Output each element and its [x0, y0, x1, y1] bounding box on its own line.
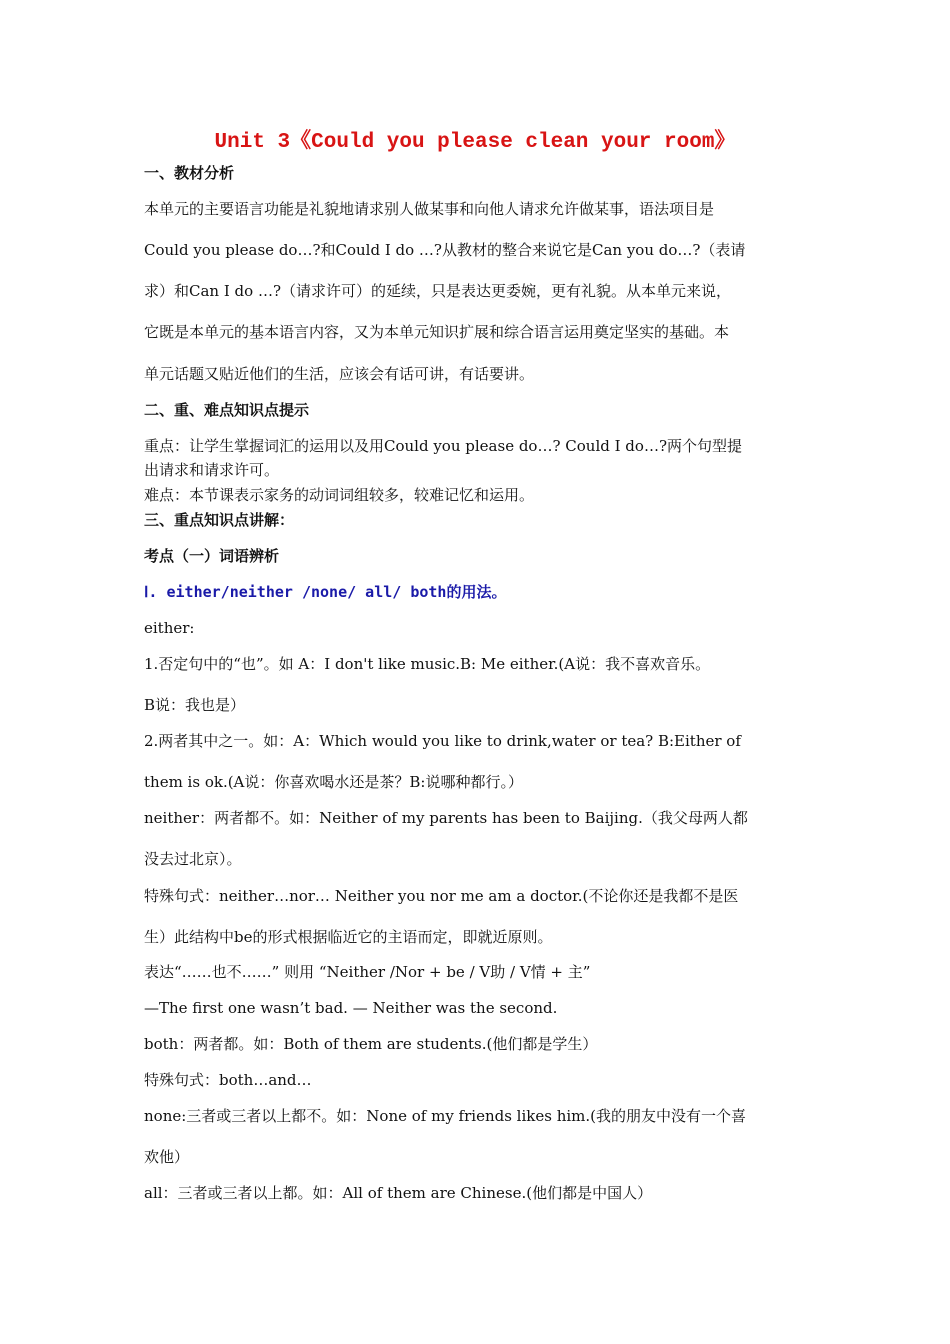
- section-heading-keypoints: 二、重、难点知识点提示: [144, 401, 310, 419]
- paragraph-line: 难点：本节课表示家务的动词词组较多，较难记忆和运用。: [144, 486, 535, 504]
- paragraph-line: Could you please do…?和Could I do …?从教材的整合来说它是Can you do…?（表请: [144, 241, 746, 259]
- paragraph-line: none:三者或三者以上都不。如：None of my friends likes him.(我的朋友中没有一个喜: [144, 1107, 747, 1125]
- paragraph-line: 求）和Can I do …?（请求许可）的延续，只是表达更委婉，更有礼貌。从本单元来说，: [144, 282, 731, 300]
- paragraph-line: 没去过北京）。: [144, 850, 242, 868]
- paragraph-line: either:: [144, 619, 195, 637]
- section-heading-analysis: 一、教材分析: [144, 164, 235, 182]
- paragraph-line: 特殊句式：neither…nor… Neither you nor me am a doctor.(不论你还是我都不是医: [144, 887, 739, 905]
- paragraph-line: neither：两者都不。如：Neither of my parents has been to Baijing.（我父母两人都: [144, 809, 748, 827]
- paragraph-line: 表达“……也不……” 则用 “Neither /Nor + be / V助 / V情 + 主”: [144, 963, 591, 981]
- paragraph-line: 单元话题又贴近他们的生活，应该会有话可讲，有话要讲。: [144, 365, 535, 383]
- paragraph-line: 本单元的主要语言功能是礼貌地请求别人做某事和向他人请求允许做某事，语法项目是: [144, 200, 715, 218]
- paragraph-line: 重点：让学生掌握词汇的运用以及用Could you please do…? Could I do…?两个句型提: [144, 437, 742, 455]
- paragraph-line: them is ok.(A说：你喜欢喝水还是茶？B:说哪种都行。）: [144, 773, 523, 791]
- paragraph-line: —The first one wasn’t bad. — Neither was the second.: [144, 999, 558, 1017]
- subsection-heading: 考点（一）词语辨析: [144, 547, 280, 565]
- paragraph-line: B说：我也是）: [144, 696, 246, 714]
- section-heading-explanation: 三、重点知识点讲解：: [144, 511, 295, 529]
- paragraph-line: 出请求和请求许可。: [144, 461, 280, 479]
- paragraph-line: 2.两者其中之一。如：A：Which would you like to drink,water or tea? B:Either of: [144, 732, 741, 750]
- item-heading: Ⅰ. either/neither /none/ all/ both的用法。: [144, 583, 507, 601]
- paragraph-line: 它既是本单元的基本语言内容，又为本单元知识扩展和综合语言运用奠定坚实的基础。本: [144, 323, 730, 341]
- paragraph-line: all：三者或三者以上都。如：All of them are Chinese.(他们都是中国人）: [144, 1184, 653, 1202]
- document-title: Unit 3《Could you please clean your room》: [214, 131, 736, 154]
- paragraph-line: 1.否定句中的“也”。如 A：I don't like music.B: Me either.(A说：我不喜欢音乐。: [144, 655, 711, 673]
- paragraph-line: 欢他）: [144, 1148, 190, 1166]
- paragraph-line: both：两者都。如：Both of them are students.(他们都是学生）: [144, 1035, 598, 1053]
- paragraph-line: 特殊句式：both…and…: [144, 1071, 312, 1089]
- paragraph-line: 生）此结构中be的形式根据临近它的主语而定，即就近原则。: [144, 928, 553, 946]
